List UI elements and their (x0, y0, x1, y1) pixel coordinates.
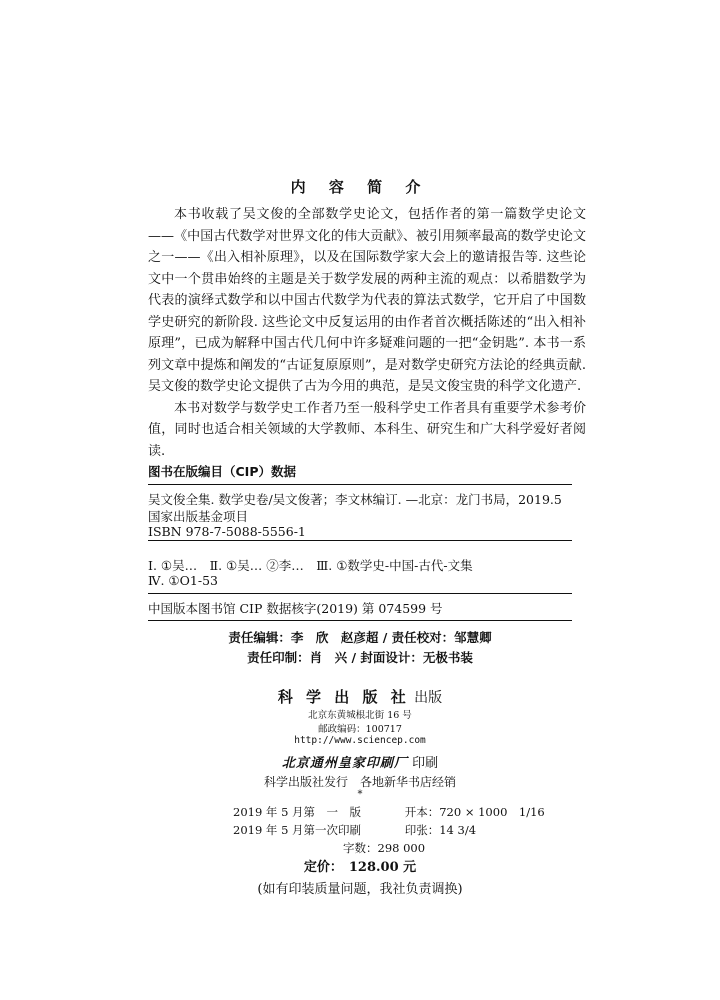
divider (148, 620, 572, 621)
cip-classification: Ⅳ. ①O1-53 (148, 573, 218, 588)
publisher-suffix: 出版 (414, 690, 443, 706)
publisher-website: http://www.sciencep.com (294, 735, 426, 746)
edition-line (233, 804, 545, 820)
credits-editors: 责任编辑：李 欣 赵彦超 / 责任校对：邹慧卿 (228, 630, 492, 645)
cip-classification: Ⅰ. ①吴… Ⅱ. ①吴… ②李… Ⅲ. ①数学史-中国-古代-文集 (148, 558, 473, 573)
price-value: 128.00 元 (348, 860, 417, 875)
cip-isbn: ISBN 978-7-5088-5556-1 (148, 524, 306, 539)
printing-line (233, 822, 476, 838)
separator-star: * (357, 789, 363, 800)
summary-paragraph: 本书对数学与数学史工作者乃至一般科学史工作者具有重要学术参考价值，同时也适合相关领域的大学教师、本科生、研究生和广大科学爱好者阅读. (148, 400, 586, 459)
publisher-line (0, 686, 720, 707)
summary-text (148, 204, 586, 462)
summary-paragraph: 本书收载了吴文俊的全部数学史论文，包括作者的第一篇数学史论文——《中国古代数学对世界文化的伟大贡献》、被引用频率最高的数学史论文之一——《出入相补原理》，以及在国际数学家大会上的邀请报告等. 这些论文中一个贯串始终的主题是关于数学发展的两种主流的观点：以希腊数学为代表的演绎式数学和以中国古代数学为代表的算法式数学，它开启了中国数学史研究的新阶段. 这些论文中反复运用的由作者首次概括陈述的“出入相补原理”，已成为解释中国古代几何中许多疑难问题的一把“金钥匙”. 本书一系列文章中提炼和阐发的“古证复原原则”，是对数学史研究方法论的经典贡献. 吴文俊的数学史论文提供了古为今用的典范，是吴文俊宝贵的科学文化遗产. (148, 207, 586, 394)
publisher-logo-text: 科 学 出 版 社 (277, 688, 410, 706)
publisher-address: 北京东黄城根北街 16 号 (308, 710, 412, 721)
printer-logo-text: 北京通州皇家印刷厂 (281, 756, 408, 771)
printer-line (0, 752, 720, 771)
printed-sheets: 印张：14 3/4 (404, 823, 477, 837)
price-label: 定价： (303, 860, 343, 875)
cip-entry: 吴文俊全集. 数学史卷/吴文俊著；李文林编订. —北京：龙门书局，2019.5 (148, 492, 562, 507)
distribution-line: 科学出版社发行 各地新华书店经销 (263, 775, 456, 789)
divider (148, 540, 572, 541)
cip-record-number: 中国版本图书馆 CIP 数据核字(2019) 第 074599 号 (148, 601, 443, 616)
publisher-postcode: 邮政编码：100717 (318, 724, 402, 735)
first-edition: 2019 年 5 月第 一 版 (233, 805, 362, 819)
price-line (0, 856, 720, 875)
word-count: 字数：298 000 (343, 841, 426, 855)
quality-notice: (如有印装质量问题，我社负责调换) (257, 882, 463, 897)
cip-heading: 图书在版编目（CIP）数据 (148, 464, 296, 479)
divider (148, 593, 572, 594)
printer-suffix: 印刷 (412, 756, 439, 771)
divider (148, 484, 572, 485)
credits-production: 责任印制：肖 兴 / 封面设计：无极书装 (247, 650, 473, 665)
cip-note: 国家出版基金项目 (148, 509, 249, 524)
first-printing: 2019 年 5 月第一次印刷 (233, 823, 362, 837)
book-format: 开本：720 × 1000 1/16 (404, 805, 545, 819)
page-title: 内 容 简 介 (290, 178, 430, 196)
